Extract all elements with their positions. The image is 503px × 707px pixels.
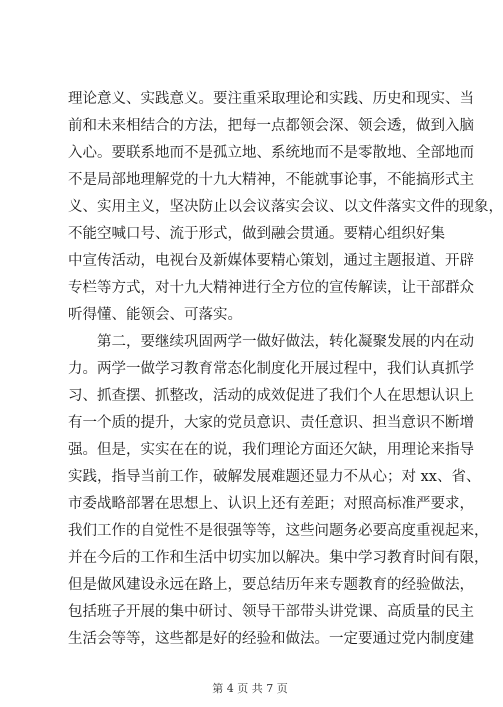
text-line: 不能空喊口号、流于形式，做到融会贯通。要精心组织好集	[68, 226, 445, 242]
text-line: 并在今后的工作和生活中切实加以解决。集中学习教育时间有限，	[68, 550, 489, 566]
text-line: 听得懂、能领会、可落实。	[68, 307, 242, 323]
text-line: 但是做风建设永远在路上，要总结历年来专题教育的经验做法，	[68, 577, 474, 593]
text-line: 理论意义、实践意义。要注重采取理论和实践、历史和现实、当	[68, 91, 474, 107]
text-line: 我们工作的自觉性不是很强等等，这些问题务必要高度重视起来，	[68, 523, 489, 539]
text-line: 第二，要继续巩固两学一做好做法，转化凝聚发展的内在动	[97, 334, 474, 350]
paragraph	[68, 86, 503, 329]
document-body	[68, 86, 503, 653]
text-line: 强。但是，实实在在的说，我们理论方面还欠缺，用理论来指导	[68, 442, 474, 458]
text-line: 包括班子开展的集中研讨、领导干部带头讲党课、高质量的民主	[68, 604, 474, 620]
text-line: 生活会等等，这些都是好的经验和做法。一定要通过党内制度建	[68, 631, 474, 647]
text-line: 义、实用主义，坚决防止以会议落实会议、以文件落实文件的现象，	[68, 199, 503, 215]
text-line: 市委战略部署在思想上、认识上还有差距；对照高标准严要求，	[68, 496, 474, 512]
text-line: 专栏等方式，对十九大精神进行全方位的宣传解读，让干部群众	[68, 280, 474, 296]
paragraph	[68, 329, 489, 653]
text-line: 有一个质的提升，大家的党员意识、责任意识、担当意识不断增	[68, 415, 474, 431]
text-line: 实践，指导当前工作，破解发展难题还显力不从心；对 xx、省、	[68, 469, 481, 485]
text-line: 不是局部地理解党的十九大精神，不能就事论事，不能搞形式主	[68, 172, 474, 188]
text-line: 入心。要联系地而不是孤立地、系统地而不是零散地、全部地而	[68, 145, 474, 161]
text-line: 力。两学一做学习教育常态化制度化开展过程中，我们认真抓学	[68, 361, 474, 377]
text-line: 中宣传活动，电视台及新媒体要精心策划，通过主题报道、开辟	[68, 253, 474, 269]
page-footer: 第 4 页 共 7 页	[212, 682, 288, 695]
text-line: 习、抓查摆、抓整改，活动的成效促进了我们个人在思想认识上	[68, 388, 474, 404]
text-line: 前和未来相结合的方法，把每一点都领会深、领会透，做到入脑	[68, 118, 474, 134]
